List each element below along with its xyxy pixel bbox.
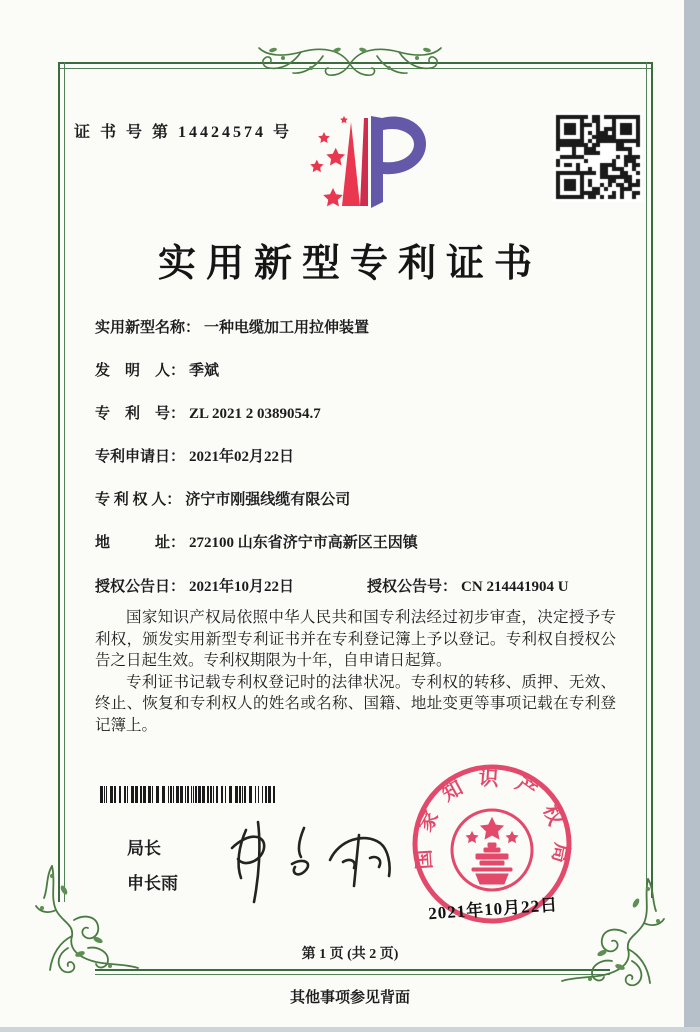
- seal-date: 2021年10月22日: [427, 895, 559, 924]
- scan-edge-bottom: [0, 1027, 700, 1032]
- scan-edge-right: [684, 0, 700, 1032]
- certificate-title: 实用新型专利证书: [157, 243, 542, 285]
- commissioner-name: 申长雨: [127, 874, 178, 893]
- handwritten-signature-icon: [212, 816, 402, 908]
- legal-paragraph-1: 国家知识产权局依照中华人民共和国专利法经过初步审查，决定授予专利权，颁发实用新型专利证书并在专利登记簿上予以登记。专利权自授权公告之日起生效。专利权期限为十年，自申请日起算。: [95, 609, 616, 669]
- back-side-note: 其他事项参见背面: [289, 990, 410, 1006]
- field-inventor: 发 明 人 ： 季斌: [95, 359, 219, 380]
- field-patent-number: 专 利 号 ： ZL 2021 2 0389054.7: [95, 402, 321, 423]
- corner-flourish-icon: [22, 862, 142, 990]
- frame-left-line: [58, 62, 65, 902]
- field-grant-date-and-number: 授权公告日 ： 2021年10月22日 授权公告号 ： CN 214441904 U: [95, 575, 620, 596]
- frame-bottom-line: [95, 969, 610, 975]
- field-address: 地 址 ： 272100 山东省济宁市高新区王因镇: [95, 531, 418, 552]
- field-utility-model-name: 实用新型名称 ： 一种电缆加工用拉伸装置: [95, 316, 369, 337]
- frame-right-line: [646, 62, 653, 898]
- legal-text: [95, 607, 616, 736]
- qr-code-icon: [553, 112, 643, 202]
- barcode-icon: [100, 786, 276, 803]
- cnipa-patent-logo-icon: [288, 110, 438, 218]
- commissioner-title: 局长: [127, 839, 161, 858]
- certificate-number: 证 书 号 第 14424574 号: [74, 124, 293, 141]
- field-patentee: 专 利 权 人 ： 济宁市刚强线缆有限公司: [95, 488, 350, 509]
- field-grant-publication-number: 授权公告号 ： CN 214441904 U: [367, 575, 569, 596]
- seal-agency-text: 国家知识产权局: [412, 767, 573, 880]
- page-indicator: 第 1 页 (共 2 页): [301, 947, 399, 962]
- garland-ornament-icon: [253, 28, 447, 86]
- legal-paragraph-2: 专利证书记载专利权登记时的法律状况。专利权的转移、质押、无效、终止、恢复和专利权人的姓名或名称、国籍、地址变更等事项记载在专利登记簿上。: [95, 673, 616, 734]
- field-filing-date: 专利申请日 ： 2021年02月22日: [95, 445, 294, 466]
